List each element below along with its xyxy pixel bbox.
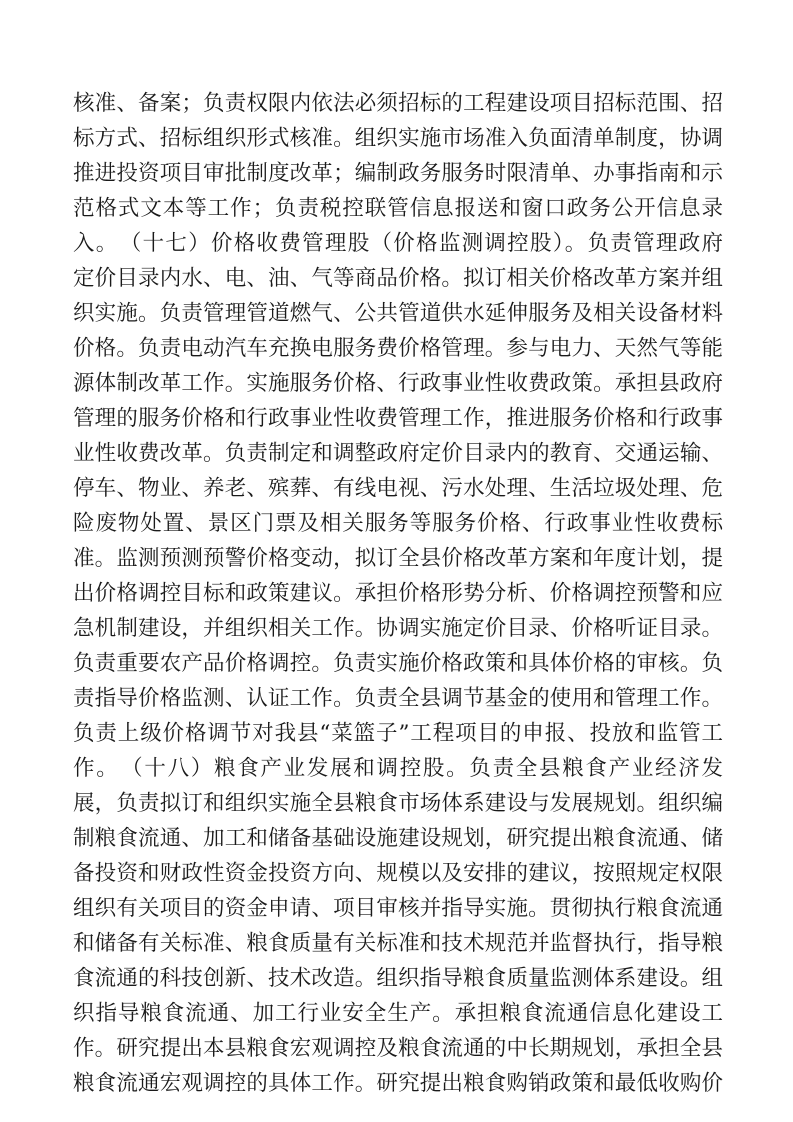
text-line: 准。监测预测预警价格变动，拟订全县价格改革方案和年度计划，提: [73, 546, 723, 571]
text-line: 核准、备案；负责权限内依法必须招标的工程建设项目招标范围、招: [73, 91, 723, 116]
text-line: 负责重要农产品价格调控。负责实施价格政策和具体价格的审核。负: [73, 651, 723, 676]
text-line: 业性收费改革。负责制定和调整政府定价目录内的教育、交通运输、: [73, 441, 723, 466]
text-line: 组织有关项目的资金申请、项目审核并指导实施。贯彻执行粮食流通: [73, 896, 723, 921]
body-text: [73, 86, 723, 1101]
text-line: 源体制改革工作。实施服务价格、行政事业性收费政策。承担县政府: [73, 371, 723, 396]
text-line: 标方式、招标组织形式核准。组织实施市场准入负面清单制度，协调: [73, 126, 723, 151]
text-line: 作。 （十八）粮食产业发展和调控股。负责全县粮食产业经济发: [73, 756, 723, 781]
text-line: 食流通的科技创新、技术改造。组织指导粮食质量监测体系建设。组: [73, 966, 723, 991]
text-line: 出价格调控目标和政策建议。承担价格形势分析、价格调控预警和应: [73, 581, 723, 606]
text-line: 定价目录内水、电、油、气等商品价格。拟订相关价格改革方案并组: [73, 266, 723, 291]
text-line: 入。 （十七）价格收费管理股（价格监测调控股）。负责管理政府: [73, 231, 723, 256]
text-line: 管理的服务价格和行政事业性收费管理工作，推进服务价格和行政事: [73, 406, 723, 431]
text-line: 织指导粮食流通、加工行业安全生产。承担粮食流通信息化建设工: [73, 1001, 723, 1026]
text-line: 织实施。负责管理管道燃气、公共管道供水延伸服务及相关设备材料: [73, 301, 723, 326]
text-line: 备投资和财政性资金投资方向、规模以及安排的建议，按照规定权限: [73, 861, 723, 886]
text-line: 责指导价格监测、认证工作。负责全县调节基金的使用和管理工作。: [73, 686, 723, 711]
text-line: 负责上级价格调节对我县“菜篮子”工程项目的申报、投放和监管工: [73, 721, 723, 746]
text-line: 制粮食流通、加工和储备基础设施建设规划，研究提出粮食流通、储: [73, 826, 723, 851]
text-line: 推进投资项目审批制度改革；编制政务服务时限清单、办事指南和示: [73, 161, 723, 186]
text-line: 险废物处置、景区门票及相关服务等服务价格、行政事业性收费标: [73, 511, 723, 536]
text-line: 粮食流通宏观调控的具体工作。研究提出粮食购销政策和最低收购价: [73, 1071, 723, 1096]
text-line: 价格。负责电动汽车充换电服务费价格管理。参与电力、天然气等能: [73, 336, 723, 361]
text-line: 展，负责拟订和组织实施全县粮食市场体系建设与发展规划。组织编: [73, 791, 723, 816]
text-line: 急机制建设，并组织相关工作。协调实施定价目录、价格听证目录。: [73, 616, 723, 641]
text-line: 作。研究提出本县粮食宏观调控及粮食流通的中长期规划，承担全县: [73, 1036, 723, 1061]
text-line: 范格式文本等工作；负责税控联管信息报送和窗口政务公开信息录: [73, 196, 723, 221]
text-line: 停车、物业、养老、殡葬、有线电视、污水处理、生活垃圾处理、危: [73, 476, 723, 501]
text-line: 和储备有关标准、粮食质量有关标准和技术规范并监督执行，指导粮: [73, 931, 723, 956]
